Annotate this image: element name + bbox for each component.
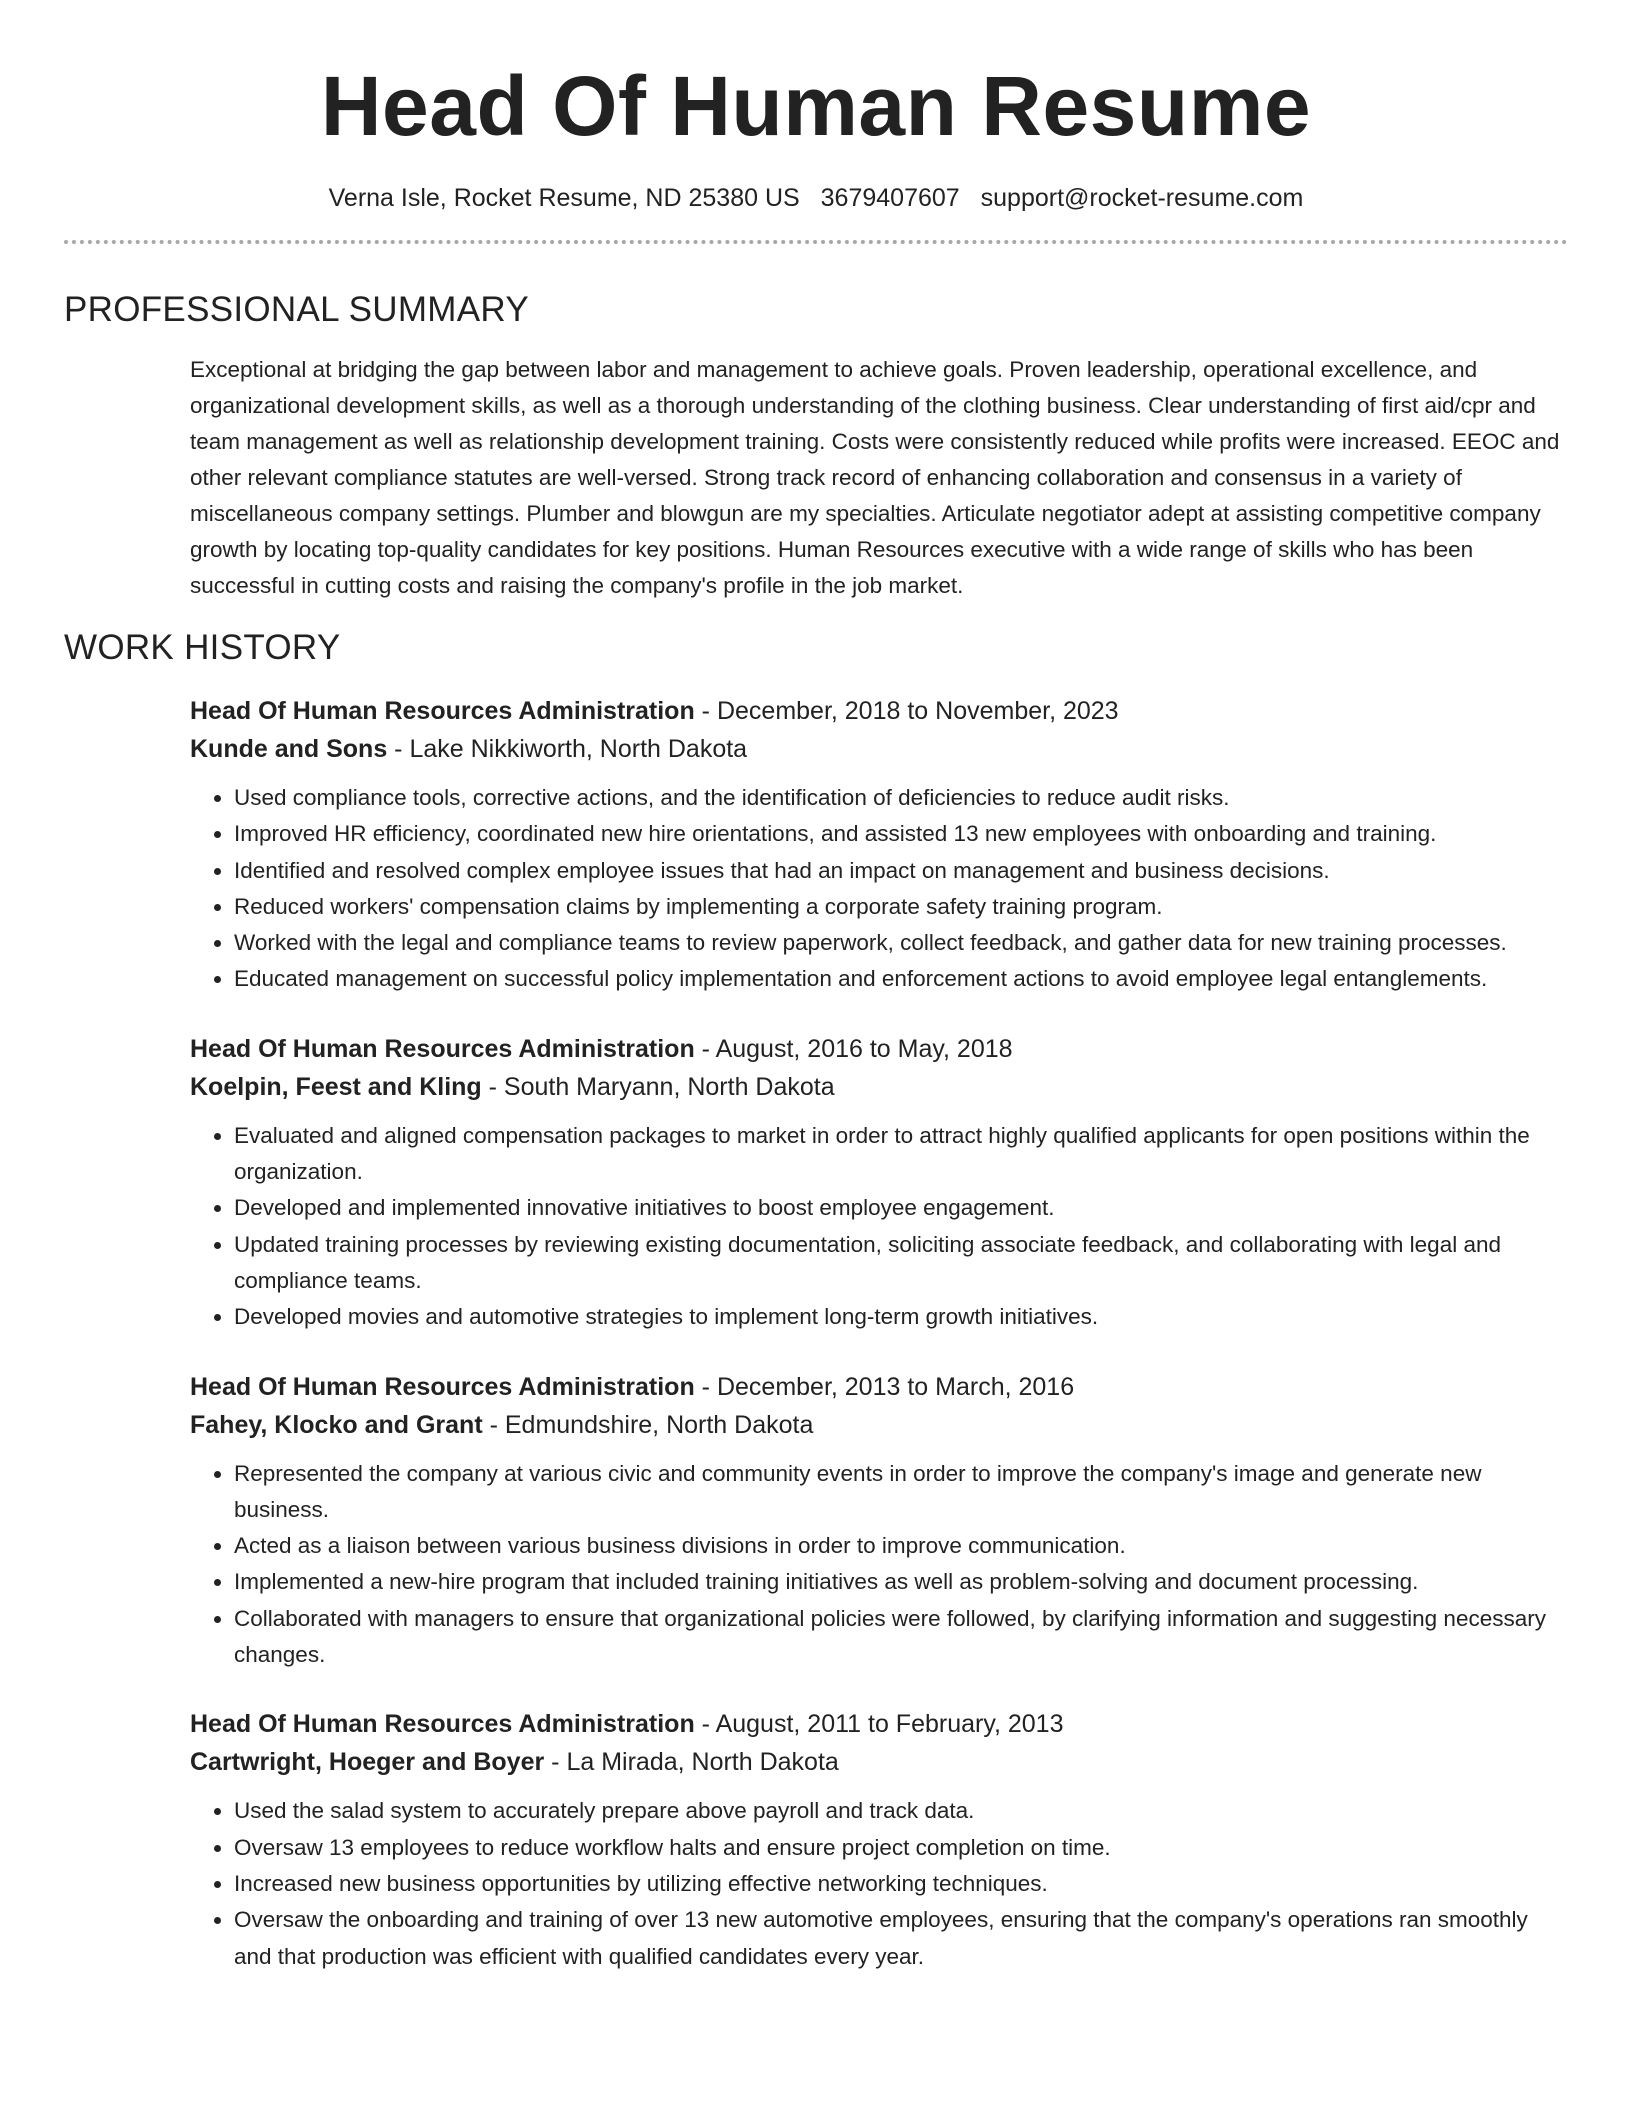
job-bullet: • Improved HR efficiency, coordinated new hire orientations, and assisted 13 new employees with onboarding and training. [234, 816, 1564, 852]
job-title: Head Of Human Resources Administration [190, 1372, 695, 1401]
job-company: Koelpin, Feest and Kling [190, 1072, 482, 1101]
job-company-line [190, 1743, 1564, 1781]
job-company: Kunde and Sons [190, 735, 388, 763]
job-location: - Edmundshire, North Dakota [482, 1410, 814, 1439]
job-title: Head Of Human Resources Administration [190, 1034, 695, 1063]
job-title-line [190, 1368, 1564, 1406]
job-dates: - December, 2018 to November, 2023 [694, 697, 1119, 725]
contact-phone: 3679407607 [820, 184, 960, 212]
job-bullet: • Updated training processes by reviewing existing documentation, soliciting associate feedback, and collaborating with legal and compliance teams. [234, 1227, 1564, 1300]
job-location: - La Mirada, North Dakota [544, 1748, 839, 1777]
job-bullets [190, 1118, 1564, 1336]
job-bullet: • Oversaw the onboarding and training of over 13 new automotive employees, ensuring that the company's operations ran smoothly and that production was efficient with qualified candidates every year. [234, 1902, 1564, 1975]
job-bullet: • Increased new business opportunities by utilizing effective networking techniques. [234, 1866, 1564, 1902]
job-entry [190, 692, 1564, 998]
work-history-heading: WORK HISTORY [64, 628, 341, 667]
job-location: - South Maryann, North Dakota [481, 1072, 835, 1101]
job-bullet: • Acted as a liaison between various business divisions in order to improve communication. [234, 1528, 1564, 1564]
job-bullet: • Represented the company at various civic and community events in order to improve the company's image and generate new business. [234, 1456, 1564, 1529]
job-company: Cartwright, Hoeger and Boyer [190, 1748, 545, 1777]
job-title-line [190, 692, 1564, 730]
job-bullets [190, 1456, 1564, 1674]
job-entry [190, 1368, 1564, 1674]
job-bullet: • Developed movies and automotive strategies to implement long-term growth initiatives. [234, 1299, 1564, 1335]
job-bullet: • Reduced workers' compensation claims by implementing a corporate safety training program. [234, 889, 1564, 925]
resume-title: Head Of Human Resume [320, 59, 1312, 153]
header-divider [64, 240, 1568, 244]
job-bullet: • Developed and implemented innovative initiatives to boost employee engagement. [234, 1190, 1564, 1226]
job-entry [190, 1030, 1564, 1336]
job-dates: - December, 2013 to March, 2016 [694, 1372, 1075, 1401]
job-title-line [190, 1705, 1564, 1743]
contact-address: Verna Isle, Rocket Resume, ND 25380 US [328, 184, 800, 212]
job-bullet: • Implemented a new-hire program that included training initiatives as well as problem-solving and document processing. [234, 1564, 1564, 1600]
job-location: - Lake Nikkiworth, North Dakota [387, 735, 748, 763]
job-title: Head Of Human Resources Administration [190, 697, 695, 725]
job-company-line [190, 1406, 1564, 1444]
job-bullet: • Used compliance tools, corrective actions, and the identification of deficiencies to reduce audit risks. [234, 780, 1564, 816]
job-dates: - August, 2011 to February, 2013 [694, 1710, 1064, 1739]
summary-text: Exceptional at bridging the gap between labor and management to achieve goals. Proven leadership, operational excellence, and organizational development skills, as well as a thorough understanding of the clothing business. Clear understanding of first aid/cpr and team management as well as relationship development training. Costs were consistently reduced while profits were increased. EEOC and other relevant compliance statutes are well-versed. Strong track record of enhancing collaboration and consensus in a variety of miscellaneous company settings. Plumber and blowgun are my specialties. Articulate negotiator adept at assisting competitive company growth by locating top-quality candidates for key positions. Human Resources executive with a wide range of skills who has been successful in cutting costs and raising the company's profile in the job market. [190, 357, 1560, 598]
job-bullet: • Evaluated and aligned compensation packages to market in order to attract highly qualified applicants for open positions within the organization. [234, 1118, 1564, 1191]
work-history-list [190, 692, 1564, 1975]
job-entry [190, 1705, 1564, 1974]
job-bullets [190, 780, 1564, 998]
contact-email[interactable]: support@rocket-resume.com [980, 184, 1304, 212]
job-company-line [190, 1068, 1564, 1106]
job-bullet: • Identified and resolved complex employee issues that had an impact on management and business decisions. [234, 853, 1564, 889]
job-company: Fahey, Klocko and Grant [190, 1410, 483, 1439]
job-title: Head Of Human Resources Administration [190, 1710, 695, 1739]
job-bullet: • Used the salad system to accurately prepare above payroll and track data. [234, 1793, 1564, 1829]
job-company-line [190, 730, 1564, 768]
summary-heading: PROFESSIONAL SUMMARY [64, 290, 529, 329]
job-bullet: • Educated management on successful policy implementation and enforcement actions to avoid employee legal entanglements. [234, 961, 1564, 997]
job-bullets [190, 1793, 1564, 1974]
contact-line [64, 182, 1568, 214]
job-bullet: • Collaborated with managers to ensure that organizational policies were followed, by clarifying information and suggesting necessary changes. [234, 1601, 1564, 1674]
job-bullet: • Worked with the legal and compliance teams to review paperwork, collect feedback, and gather data for new training processes. [234, 925, 1564, 961]
job-dates: - August, 2016 to May, 2018 [694, 1034, 1013, 1063]
job-bullet: • Oversaw 13 employees to reduce workflow halts and ensure project completion on time. [234, 1830, 1564, 1866]
job-title-line [190, 1030, 1564, 1068]
